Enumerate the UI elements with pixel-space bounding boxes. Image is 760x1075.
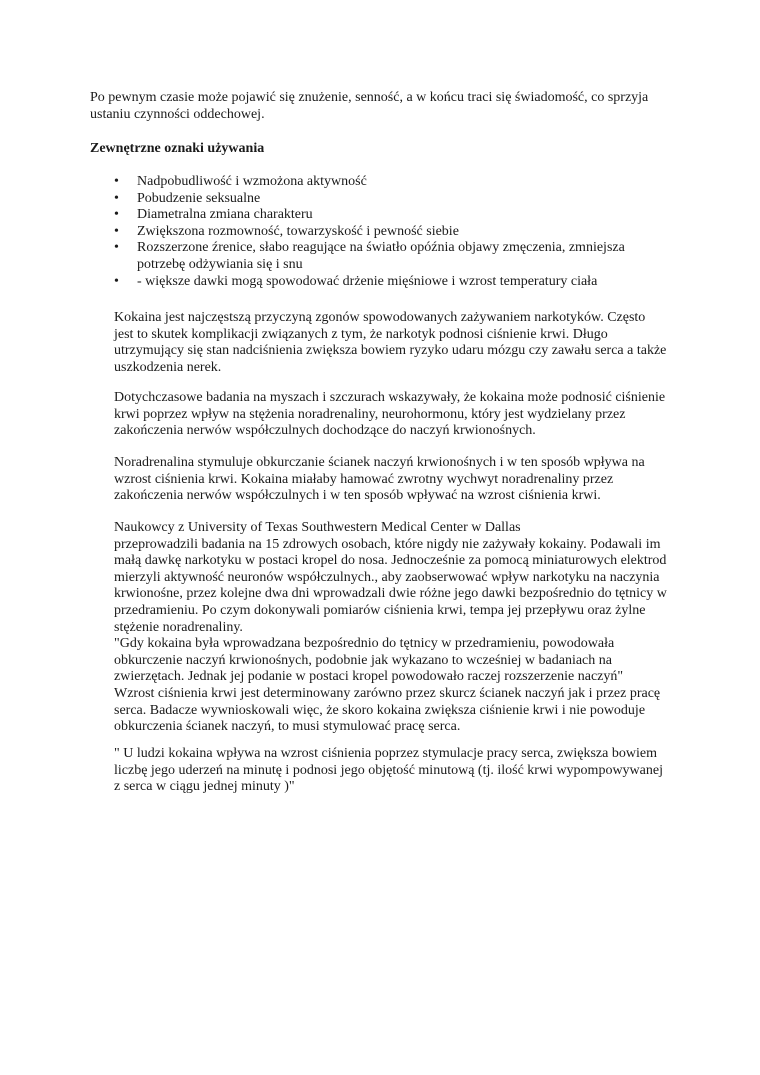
list-item-text: - większe dawki mogą spowodować drżenie mięśniowe i wzrost temperatury ciała bbox=[137, 273, 598, 289]
bullet-icon: • bbox=[114, 273, 119, 289]
bullet-icon: • bbox=[114, 174, 119, 189]
text-line: Noradrenalina stymuluje obkurczanie ścianek naczyń krwionośnych i w ten sposób wpływa na bbox=[114, 455, 645, 470]
text-line: zakończenia nerwów współczulnych dochodzące do naczyń krwionośnych. bbox=[114, 423, 536, 439]
text-line: jest to skutek komplikacji związanych z tym, że narkotyk podnosi ciśnienie krwi. Długo bbox=[114, 326, 608, 342]
text-line: Po pewnym czasie może pojawić się znużenie, senność, a w końcu traci się świadomość, co sprzyja bbox=[90, 90, 649, 105]
text-line: Dotychczasowe badania na myszach i szczurach wskazywały, że kokaina może podnosić ciśnienie bbox=[114, 390, 666, 405]
section-heading: Zewnętrzne oznaki używania bbox=[90, 141, 265, 156]
text-line: Kokaina jest najczęstszą przyczyną zgonów spowodowanych zażywaniem narkotyków. Często bbox=[114, 310, 646, 325]
text-line: zakończenia nerwów współczulnych i w ten sposób wpływać na wzrost ciśnienia krwi. bbox=[114, 488, 601, 504]
bullet-icon: • bbox=[114, 223, 119, 239]
paragraph-noradrenaline bbox=[114, 455, 674, 505]
text-line: wzrost ciśnienia krwi. Kokaina miałaby hamować zwrotny wychwyt noradrenaliny przez bbox=[114, 471, 614, 487]
list-item bbox=[114, 174, 674, 191]
text-line: uszkodzenia nerek. bbox=[114, 359, 222, 375]
list-item-text: Nadpobudliwość i wzmożona aktywność bbox=[137, 174, 367, 189]
text-line: obkurczenie naczyń krwionośnych, podobnie jak wykazano to wcześniej w badaniach na bbox=[114, 652, 612, 668]
list-item bbox=[114, 207, 674, 224]
list-item bbox=[114, 240, 674, 273]
paragraph-mortality bbox=[114, 310, 674, 376]
text-line: krwi poprzez wpływ na stężenia noradrenaliny, neurohormonu, który jest wydzielany przez bbox=[114, 406, 626, 422]
paragraph-previous-research bbox=[114, 390, 674, 440]
list-item-text: Rozszerzone źrenice, słabo reagujące na światło opóźnia objawy zmęczenia, zmniejsza bbox=[137, 240, 625, 256]
text-line: z serca w ciągu jednej minuty )" bbox=[114, 779, 295, 795]
text-line: "Gdy kokaina była wprowadzana bezpośrednio do tętnicy w przedramieniu, powodowała bbox=[114, 636, 615, 652]
text-line: przeprowadzili badania na 15 zdrowych osobach, które nigdy nie zażywały kokainy. Podawali im bbox=[114, 536, 661, 552]
text-line: małą dawkę narkotyku w postaci kropel do nosa. Jednocześnie za pomocą miniaturowych elektrod bbox=[114, 553, 667, 569]
bullet-icon: • bbox=[114, 207, 119, 223]
text-line: stężenie noradrenaliny. bbox=[114, 619, 243, 635]
list-item-text: Diametralna zmiana charakteru bbox=[137, 207, 313, 223]
text-line: liczbę jego uderzeń na minutę i podnosi jego objętość minutową (tj. ilość krwi wypompowywanej bbox=[114, 762, 663, 778]
text-line: utrzymujący się stan nadciśnienia zwiększa bowiem ryzyko udaru mózgu czy zawału serca a także bbox=[114, 343, 667, 359]
text-line: mierzyli aktywność neuronów współczulnych., aby zaobserwować wpływ narkotyku na naczynia bbox=[114, 569, 660, 585]
list-item bbox=[114, 274, 674, 291]
text-line: obkurczenia ścianek naczyń, to musi stymulować pracę serca. bbox=[114, 719, 461, 735]
text-line: ustaniu czynności oddechowej. bbox=[90, 106, 265, 122]
text-line: serca. Badacze wywnioskowali więc, że skoro kokaina zwiększa ciśnienie krwi i nie powoduje bbox=[114, 702, 646, 718]
text-line: krwionośne, przez kolejne dwa dni wprowadzali dwie różne jego dawki bezpośrednio do tętnicy w bbox=[114, 586, 667, 602]
paragraph-conclusion-quote bbox=[114, 746, 674, 796]
text-line: Naukowcy z University of Texas Southwestern Medical Center w Dallas bbox=[114, 520, 521, 535]
text-line: zwierzętach. Jednak jej podanie w postaci kropel powodowało raczej rozszerzenie naczyń" bbox=[114, 669, 624, 685]
text-line: " U ludzi kokaina wpływa na wzrost ciśnienia poprzez stymulacje pracy serca, zwiększa bowiem bbox=[114, 746, 657, 761]
intro-paragraph bbox=[90, 90, 680, 123]
paragraph-dallas-study bbox=[114, 520, 674, 736]
signs-list bbox=[114, 174, 674, 290]
bullet-icon: • bbox=[114, 190, 119, 206]
list-item-text: Zwiększona rozmowność, towarzyskość i pewność siebie bbox=[137, 223, 459, 239]
list-item-text: Pobudzenie seksualne bbox=[137, 190, 261, 206]
bullet-icon: • bbox=[114, 240, 119, 256]
list-item-text: potrzebę odżywiania się i snu bbox=[137, 256, 303, 272]
text-line: Wzrost ciśnienia krwi jest determinowany zarówno przez skurcz ścianek naczyń jak i przez pracę bbox=[114, 685, 661, 701]
text-line: przedramieniu. Po czym dokonywali pomiarów ciśnienia krwi, tempa jej przepływu oraz żylne bbox=[114, 602, 646, 618]
list-item bbox=[114, 224, 674, 241]
list-item bbox=[114, 191, 674, 208]
